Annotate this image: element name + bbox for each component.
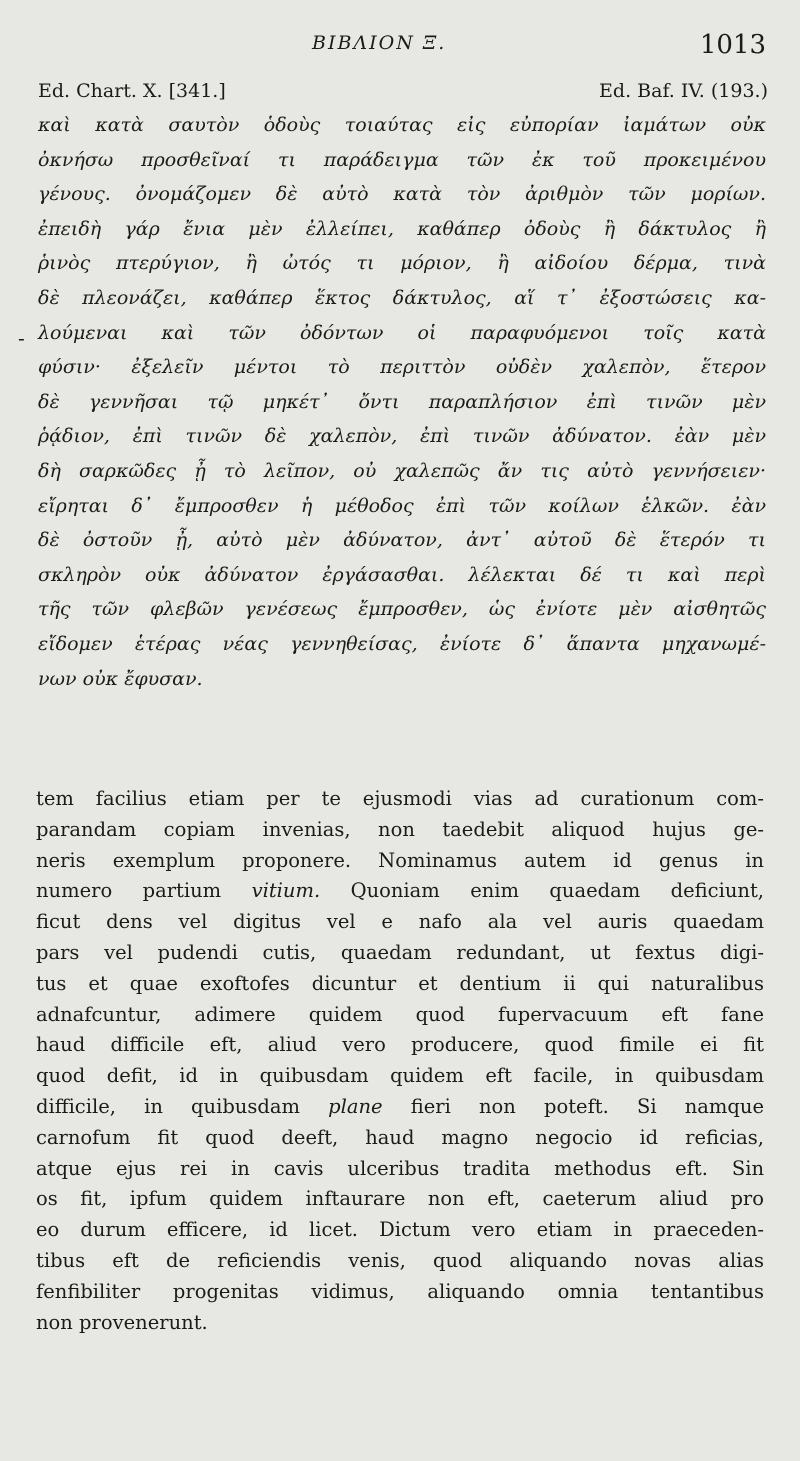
- latin-line: [36, 1061, 764, 1092]
- latin-line: [36, 1154, 764, 1185]
- greek-line: φύσιν· ἐξελεῖν μέντοι τὸ περιττὸν οὐδὲν χαλεπὸν, ἕτερον: [38, 356, 766, 379]
- greek-line: δὲ πλεονάζει, καθάπερ ἕκτος δάκτυλος, αἵ τ᾽ ἐξοστώσεις κα-: [38, 286, 766, 309]
- latin-text-run: parandam copiam invenias, non taedebit aliquod hujus ge-: [36, 817, 764, 841]
- latin-line: [36, 1030, 764, 1061]
- latin-text-run: tem facilius etiam per te ejusmodi vias ad curationum com-: [36, 787, 764, 810]
- latin-line: [36, 846, 764, 877]
- running-head: [0, 30, 800, 64]
- greek-line: καὶ κατὰ σαυτὸν ὁδοὺς τοιαύτας εἰς εὐπορίαν ἰαμάτων οὐκ: [38, 114, 766, 136]
- greek-line: ἐπειδὴ γάρ ἔνια μὲν ἐλλείπει, καθάπερ ὀδοὺς ἢ δάκτυλος ἢ: [38, 217, 766, 240]
- edition-chartier: Ed. Chart. X. [341.]: [38, 80, 226, 102]
- latin-line: [36, 938, 764, 969]
- latin-text-run: Quoniam enim quaedam deficiunt,: [320, 879, 764, 903]
- latin-line: [36, 969, 764, 1000]
- latin-text-block: [36, 784, 764, 1338]
- greek-line: δὲ γεννῆσαι τῷ μηκέτ᾽ ὄντι παραπλήσιον ἐπὶ τινῶν μὲν: [38, 390, 766, 413]
- latin-line: [36, 1000, 764, 1031]
- latin-text-run: tus et quae exoftofes dicuntur et dentium ii qui naturalibus: [36, 971, 764, 995]
- latin-line: [36, 1092, 764, 1123]
- greek-text-block: [38, 108, 766, 696]
- latin-text-run: fenfibiliter progenitas vidimus, aliquando omnia tentantibus: [36, 1279, 764, 1303]
- latin-line: [36, 1308, 764, 1339]
- latin-text-run: haud difficile eft, aliud vero producere, quod fimile ei fit: [36, 1033, 764, 1057]
- latin-line: [36, 1123, 764, 1154]
- latin-text-run: os fit, ipfum quidem inftaurare non eft, caeterum aliud pro: [36, 1187, 764, 1211]
- greek-line: σκληρὸν οὐκ ἀδύνατον ἐργάσασθαι. λέλεκται δέ τι καὶ περὶ: [38, 563, 766, 586]
- greek-line: εἴρηται δ᾽ ἔμπροσθεν ἡ μέθοδος ἐπὶ τῶν κοίλων ἑλκῶν. ἐὰν: [38, 494, 766, 517]
- greek-line: εἴδομεν ἑτέρας νέας γεννηθείσας, ἐνίοτε δ᾽ ἅπαντα μηχανωμέ-: [38, 632, 766, 655]
- edition-basel: Ed. Baf. IV. (193.): [599, 80, 768, 102]
- latin-text-run: carnofum fit quod deeft, haud magno negocio id reficias,: [36, 1125, 764, 1149]
- greek-line: λούμεναι καὶ τῶν ὀδόντων οἱ παραφυόμενοι τοῖς κατὰ: [38, 321, 766, 344]
- latin-line: [36, 784, 764, 815]
- latin-text-run: ficut dens vel digitus vel e nafo ala vel auris quaedam: [36, 910, 764, 934]
- latin-line: [36, 1184, 764, 1215]
- latin-text-run: quod defit, id in quibusdam quidem eft facile, in quibusdam: [36, 1064, 764, 1088]
- latin-text-run: numero partium: [36, 879, 252, 903]
- running-title: ΒΙΒΛΙΟΝ Ξ.: [312, 32, 447, 54]
- latin-text-run: tibus eft de reficiendis venis, quod aliquando novas alias: [36, 1248, 764, 1272]
- greek-line: ῥᾴδιον, ἐπὶ τινῶν δὲ χαλεπὸν, ἐπὶ τινῶν ἀδύνατον. ἐὰν μὲν: [38, 425, 766, 448]
- italic-term: vitium.: [251, 879, 321, 903]
- latin-text-run: neris exemplum proponere. Nominamus autem id genus in: [36, 848, 764, 872]
- latin-text-run: eo durum efficere, id licet. Dictum vero etiam in praeceden-: [36, 1218, 764, 1242]
- page-number: 1013: [699, 30, 766, 60]
- margin-mark: -: [18, 326, 25, 350]
- greek-line: δὲ ὀστοῦν ᾖ, αὐτὸ μὲν ἀδύνατον, ἀντ᾽ αὐτοῦ δὲ ἕτερόν τι: [38, 529, 766, 552]
- edition-line: [38, 80, 768, 110]
- latin-line: [36, 907, 764, 938]
- greek-line: γένους. ὀνομάζομεν δὲ αὐτὸ κατὰ τὸν ἀριθμὸν τῶν μορίων.: [38, 183, 766, 206]
- greek-line: τῆς τῶν φλεβῶν γενέσεως ἔμπροσθεν, ὡς ἐνίοτε μὲν αἰσθητῶς: [38, 598, 766, 621]
- greek-line: δὴ σαρκῶδες ᾖ τὸ λεῖπον, οὐ χαλεπῶς ἄν τις αὐτὸ γεννήσειεν·: [38, 459, 766, 482]
- latin-line: [36, 1277, 764, 1308]
- latin-text-run: adnafcuntur, adimere quidem quod fupervacuum eft fane: [36, 1002, 764, 1026]
- latin-line: [36, 1246, 764, 1277]
- latin-line: [36, 815, 764, 846]
- latin-line: [36, 876, 764, 907]
- latin-text-run: atque ejus rei in cavis ulceribus tradita methodus eft. Sin: [36, 1156, 764, 1180]
- latin-text-run: pars vel pudendi cutis, quaedam redundant, ut fextus digi-: [36, 940, 764, 964]
- greek-line: ῥινὸς πτερύγιον, ἢ ὠτός τι μόριον, ἢ αἰδοίου δέρμα, τινὰ: [38, 252, 766, 275]
- latin-text-run: difficile, in quibusdam: [36, 1094, 329, 1118]
- greek-line: ὀκνήσω προσθεῖναί τι παράδειγμα τῶν ἐκ τοῦ προκειμένου: [38, 148, 766, 171]
- italic-term: plane: [328, 1094, 383, 1118]
- latin-line: [36, 1215, 764, 1246]
- latin-text-run: non provenerunt.: [36, 1310, 208, 1334]
- latin-text-run: fieri non poteft. Si namque: [382, 1094, 764, 1118]
- greek-line: νων οὐκ ἔφυσαν.: [38, 667, 203, 690]
